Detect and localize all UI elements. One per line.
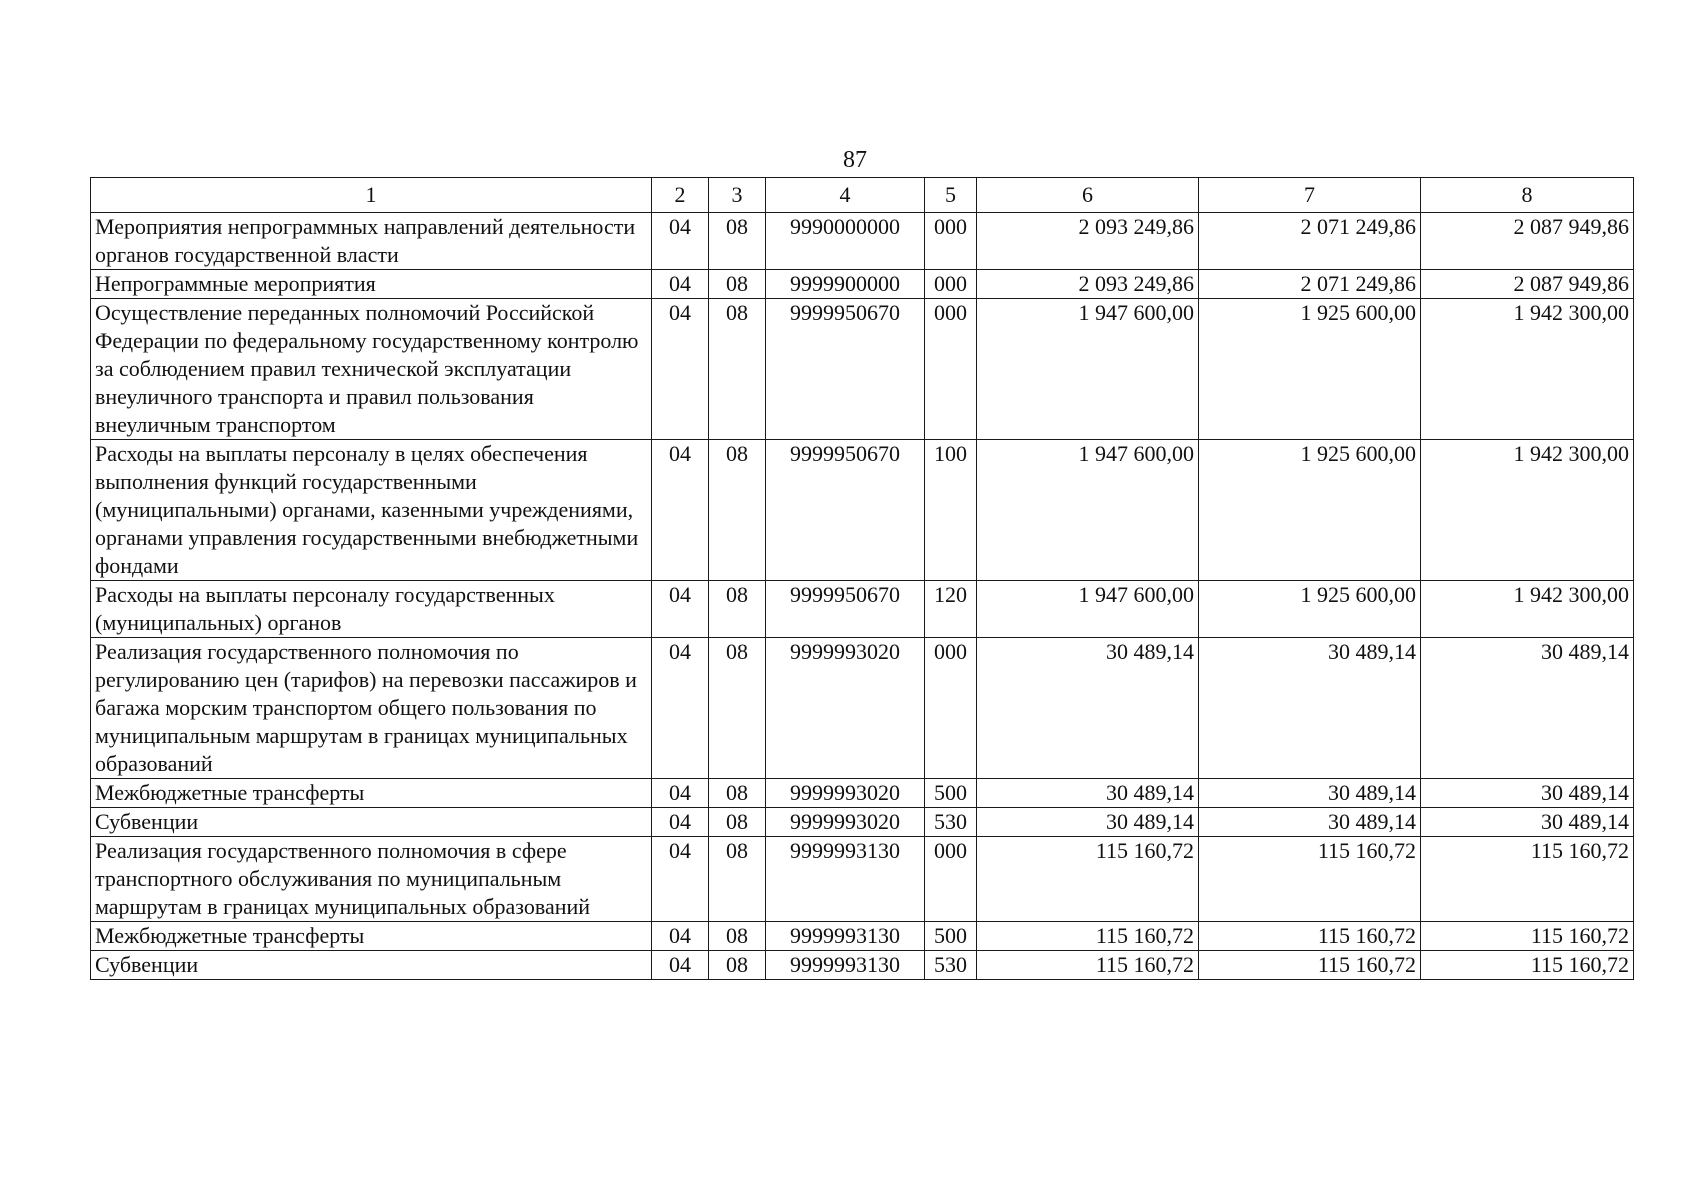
row-name: Межбюджетные трансферты — [91, 922, 652, 951]
row-code-section: 04 — [652, 270, 709, 299]
table-row — [91, 779, 1634, 808]
row-code-subsection: 08 — [709, 581, 766, 638]
row-amount-7: 1 925 600,00 — [1199, 440, 1421, 581]
row-code-section: 04 — [652, 213, 709, 270]
row-amount-8: 1 942 300,00 — [1421, 581, 1634, 638]
row-amount-8: 1 942 300,00 — [1421, 440, 1634, 581]
row-code-type: 000 — [925, 270, 977, 299]
column-header: 8 — [1421, 178, 1634, 213]
header-row — [91, 178, 1634, 213]
row-code-section: 04 — [652, 922, 709, 951]
row-amount-7: 30 489,14 — [1199, 779, 1421, 808]
row-code-subsection: 08 — [709, 922, 766, 951]
row-code-target: 9999950670 — [766, 440, 925, 581]
row-code-section: 04 — [652, 440, 709, 581]
row-amount-6: 30 489,14 — [977, 808, 1199, 837]
column-header: 6 — [977, 178, 1199, 213]
row-amount-7: 1 925 600,00 — [1199, 581, 1421, 638]
row-name: Межбюджетные трансферты — [91, 779, 652, 808]
row-amount-8: 1 942 300,00 — [1421, 299, 1634, 440]
row-code-target: 9999993020 — [766, 638, 925, 779]
row-amount-8: 115 160,72 — [1421, 951, 1634, 980]
row-code-subsection: 08 — [709, 837, 766, 922]
table-row — [91, 638, 1634, 779]
row-name: Реализация государственного полномочия в сфере транспортного обслуживания по муниципальным маршрутам в границах муниципальных образований — [91, 837, 652, 922]
row-code-subsection: 08 — [709, 270, 766, 299]
table-row — [91, 213, 1634, 270]
column-header: 4 — [766, 178, 925, 213]
row-code-type: 530 — [925, 951, 977, 980]
column-header: 2 — [652, 178, 709, 213]
row-amount-6: 115 160,72 — [977, 837, 1199, 922]
row-code-type: 100 — [925, 440, 977, 581]
row-code-subsection: 08 — [709, 638, 766, 779]
table-row — [91, 270, 1634, 299]
row-code-type: 530 — [925, 808, 977, 837]
row-amount-8: 30 489,14 — [1421, 808, 1634, 837]
page-number: 87 — [843, 147, 867, 173]
row-code-target: 9999993130 — [766, 951, 925, 980]
table-row — [91, 581, 1634, 638]
row-code-section: 04 — [652, 299, 709, 440]
table-row — [91, 837, 1634, 922]
row-amount-7: 115 160,72 — [1199, 951, 1421, 980]
row-code-target: 9999950670 — [766, 581, 925, 638]
row-amount-6: 2 093 249,86 — [977, 213, 1199, 270]
column-header: 7 — [1199, 178, 1421, 213]
row-name: Мероприятия непрограммных направлений деятельности органов государственной власти — [91, 213, 652, 270]
row-code-target: 9999950670 — [766, 299, 925, 440]
row-code-section: 04 — [652, 638, 709, 779]
row-amount-7: 2 071 249,86 — [1199, 213, 1421, 270]
row-amount-7: 1 925 600,00 — [1199, 299, 1421, 440]
row-code-target: 9990000000 — [766, 213, 925, 270]
row-amount-7: 115 160,72 — [1199, 922, 1421, 951]
row-code-section: 04 — [652, 779, 709, 808]
table-row — [91, 440, 1634, 581]
row-amount-6: 30 489,14 — [977, 779, 1199, 808]
row-name: Субвенции — [91, 808, 652, 837]
row-name: Субвенции — [91, 951, 652, 980]
row-code-type: 000 — [925, 213, 977, 270]
budget-table — [90, 177, 1634, 980]
table-row — [91, 808, 1634, 837]
row-code-target: 9999993130 — [766, 922, 925, 951]
table-row — [91, 299, 1634, 440]
row-code-type: 500 — [925, 779, 977, 808]
row-code-target: 9999900000 — [766, 270, 925, 299]
row-name: Расходы на выплаты персоналу в целях обеспечения выполнения функций государственными (муниципальными) органами, казенными учреждениями, органами управления государственными внебюджетными фондами — [91, 440, 652, 581]
row-amount-6: 1 947 600,00 — [977, 299, 1199, 440]
row-code-type: 000 — [925, 837, 977, 922]
row-code-subsection: 08 — [709, 440, 766, 581]
row-amount-7: 30 489,14 — [1199, 808, 1421, 837]
row-name: Осуществление переданных полномочий Российской Федерации по федеральному государственному контролю за соблюдением правил технической эксплуатации внеуличного транспорта и правил пользования внеуличным транспортом — [91, 299, 652, 440]
row-code-subsection: 08 — [709, 213, 766, 270]
row-amount-6: 2 093 249,86 — [977, 270, 1199, 299]
row-amount-7: 2 071 249,86 — [1199, 270, 1421, 299]
row-code-type: 000 — [925, 638, 977, 779]
row-code-section: 04 — [652, 581, 709, 638]
row-amount-6: 30 489,14 — [977, 638, 1199, 779]
row-amount-8: 30 489,14 — [1421, 779, 1634, 808]
row-amount-6: 115 160,72 — [977, 922, 1199, 951]
column-header: 3 — [709, 178, 766, 213]
row-code-target: 9999993020 — [766, 779, 925, 808]
row-code-type: 120 — [925, 581, 977, 638]
row-code-type: 500 — [925, 922, 977, 951]
row-name: Расходы на выплаты персоналу государственных (муниципальных) органов — [91, 581, 652, 638]
row-amount-8: 30 489,14 — [1421, 638, 1634, 779]
row-amount-8: 2 087 949,86 — [1421, 213, 1634, 270]
row-code-subsection: 08 — [709, 299, 766, 440]
row-amount-8: 115 160,72 — [1421, 837, 1634, 922]
row-code-section: 04 — [652, 951, 709, 980]
column-header: 5 — [925, 178, 977, 213]
column-header: 1 — [91, 178, 652, 213]
row-code-target: 9999993020 — [766, 808, 925, 837]
row-amount-6: 115 160,72 — [977, 951, 1199, 980]
row-name: Непрограммные мероприятия — [91, 270, 652, 299]
row-code-section: 04 — [652, 808, 709, 837]
table-row — [91, 951, 1634, 980]
row-code-target: 9999993130 — [766, 837, 925, 922]
row-amount-7: 115 160,72 — [1199, 837, 1421, 922]
row-code-section: 04 — [652, 837, 709, 922]
row-amount-7: 30 489,14 — [1199, 638, 1421, 779]
row-amount-6: 1 947 600,00 — [977, 581, 1199, 638]
row-code-subsection: 08 — [709, 808, 766, 837]
row-code-type: 000 — [925, 299, 977, 440]
table-row — [91, 922, 1634, 951]
row-name: Реализация государственного полномочия по регулированию цен (тарифов) на перевозки пассажиров и багажа морским транспортом общего пользования по муниципальным маршрутам в границах муниципальных образований — [91, 638, 652, 779]
row-code-subsection: 08 — [709, 779, 766, 808]
row-amount-8: 2 087 949,86 — [1421, 270, 1634, 299]
row-amount-6: 1 947 600,00 — [977, 440, 1199, 581]
row-amount-8: 115 160,72 — [1421, 922, 1634, 951]
row-code-subsection: 08 — [709, 951, 766, 980]
